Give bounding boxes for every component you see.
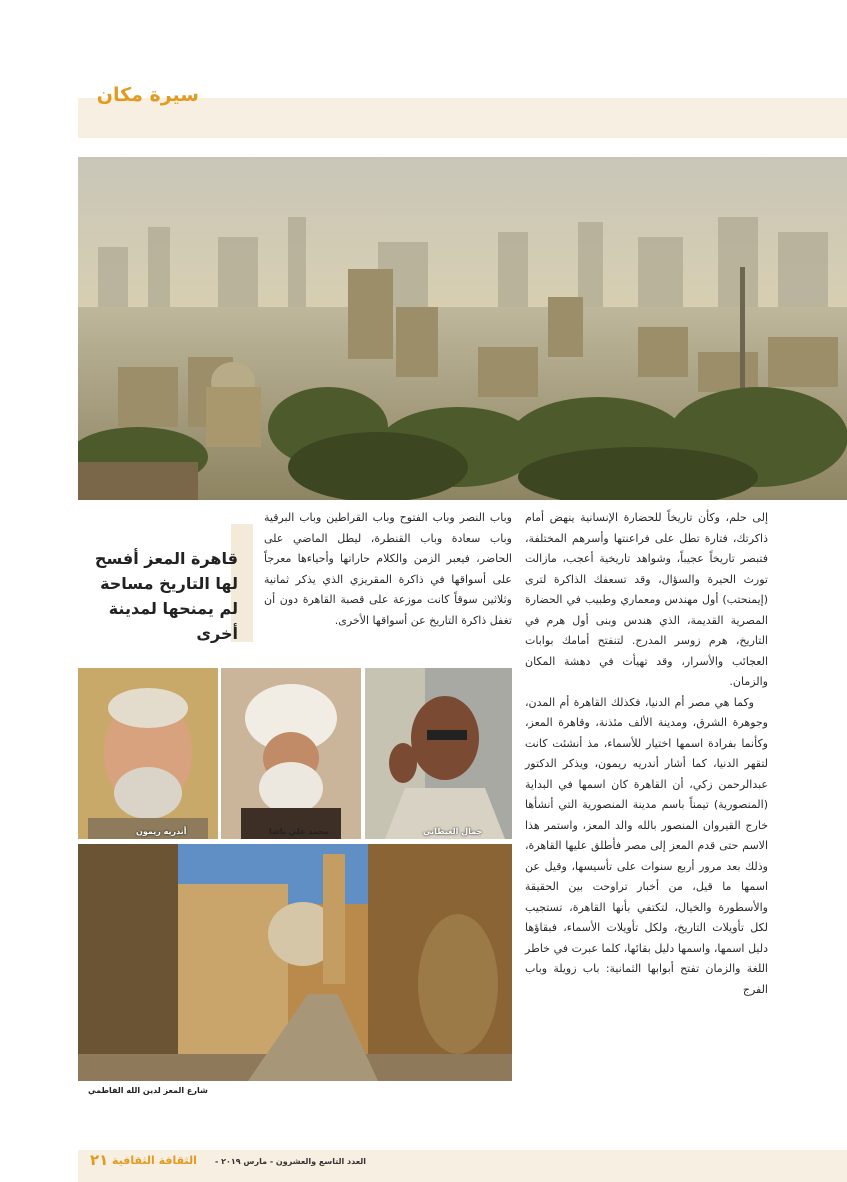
portrait-andre-raymond <box>78 668 218 839</box>
paragraph: وكما هي مصر أم الدنيا، فكذلك القاهرة أم المدن، وجوهرة الشرق، ومدينة الألف مئذنة، وقاهرة المعز، وكأنما بفرادة اسمها اختيار للأسماء، مذ أنشئت كانت لتقهر الدنيا، كما أشار أندريه ريمون، ويذكر الدكتور عبدالرحمن زكي، أن القاهرة كان اسمها في البداية (المنصورية) تيمناً باسم مدينة المنصورية التي أنشأها خارج القيروان المنصور بالله والد المعز، واستمر هذا الاسم حتى قدم المعز إلى مصر فأطلق عليها القاهرة، وذلك بعد مرور أربع سنوات على تأسيسها، وقيل عن اسمها ما قيل، من أخبار تراوحت بين الحقيقة والأسطورة والخيال، لتكتفي بأنها القاهرة، تستجيب لكل تأويلات التاريخ، ولكل تأويلات الأسماء، فبقاؤها دليل اسمها، واسمها دليل بقائها، كلما عبرت في خاطر اللغة والزمان تفتح أبوابها الثمانية: باب زويلة وباب الفرج <box>525 695 768 996</box>
al-muizz-street-photo <box>78 844 512 1081</box>
page-number: ٢١ <box>90 1151 109 1169</box>
paragraph: إلى حلم، وكأن تاريخاً للحضارة الإنسانية ينهض أمام ذاكرتك، فتارة تطل على فراعنتها وأسرهم المختلفة، فتبصر تاريخاً عجيباً، وشواهد تاريخية أعجب، مازالت تورث الحيرة والسؤال، وقد تسعفك الذاكرة لترى (إيمنحتب) أول مهندس ومعماري وطبيب في الحضارة المصرية القديمة، الذي هندس وبنى أول هرم في التاريخ، هرم زوسر المدرج. لتنفتح أمامك بوابات العجائب والأسرار، وقد تهيأت في دهشة المكان والزمان. <box>525 511 768 688</box>
portrait-caption: أندريه ريمون <box>136 827 187 836</box>
paragraph: وباب النصر وباب الفتوح وباب القراطين وباب البرقية وباب سعادة وباب القنطرة، ليطل الماضي على الحاضر، فيعبر الزمن والكلام حاراتها وأحياءها معرجاً على أسواقها في ذاكرة المقريزي الذي يذكر ثمانية وثلاثين سوقاً كانت موزعة على قصبة القاهرة دون أن تغفل ذاكرة التاريخ عن أسواقها الأخرى. <box>264 511 512 627</box>
issue-info: العدد التاسع والعشرون - مارس ٢٠١٩ - <box>215 1157 366 1166</box>
cairo-skyline-photo <box>78 157 847 500</box>
portrait-muhammad-ali-pasha <box>221 668 361 839</box>
portrait-gamal-el-ghitany <box>365 668 512 839</box>
street-caption: شارع المعز لدين الله الفاطمي <box>88 1086 208 1095</box>
portrait-caption: جمال الغيطاني <box>423 827 483 836</box>
article-column-middle <box>264 508 512 663</box>
article-column-right <box>525 508 768 1093</box>
portrait-caption: محمد علي باشا <box>269 827 329 836</box>
section-title: سيرة مكان <box>96 84 199 106</box>
pull-quote: قاهرة المعز أفسح لها التاريخ مساحة لم يمنحها لمدينة أخرى <box>94 549 238 643</box>
magazine-name: الثقافة الثقافية <box>112 1154 197 1167</box>
